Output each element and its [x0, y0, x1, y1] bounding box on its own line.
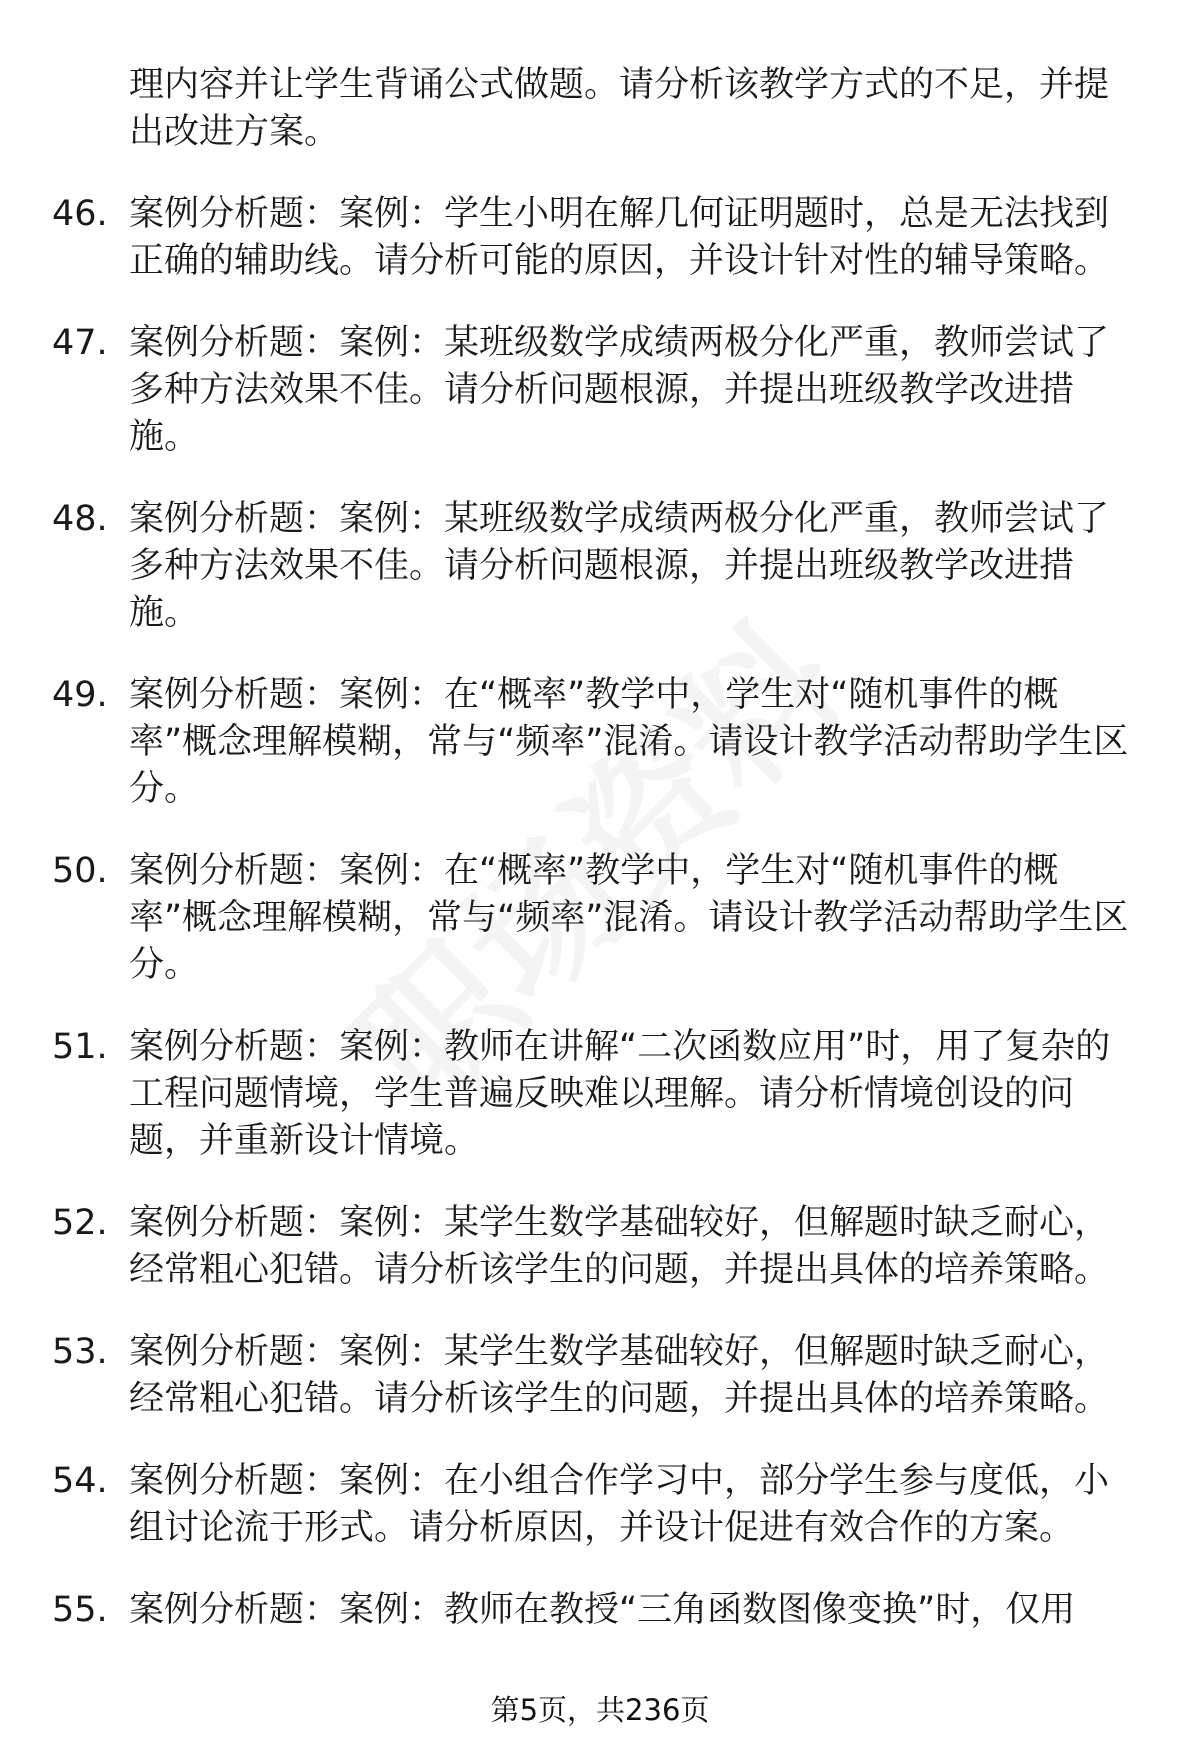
question-text: 案例分析题：案例：在“概率”教学中，学生对“随机事件的概率”概念理解模糊，常与“频率”混淆。请设计教学活动帮助学生区分。: [129, 851, 1129, 985]
question-number: 53.: [52, 1332, 108, 1372]
question-number: 54.: [52, 1461, 108, 1501]
list-item: [52, 672, 1152, 813]
question-number: 55.: [52, 1590, 108, 1630]
question-number: 50.: [52, 851, 108, 891]
list-item: [52, 1458, 1152, 1552]
question-text: 案例分析题：案例：学生小明在解几何证明题时，总是无法找到正确的辅助线。请分析可能的原因，并设计针对性的辅导策略。: [129, 194, 1110, 281]
question-list: [52, 62, 1152, 1634]
question-text: 案例分析题：案例：教师在讲解“二次函数应用”时，用了复杂的工程问题情境，学生普遍反映难以理解。请分析情境创设的问题，并重新设计情境。: [129, 1027, 1111, 1161]
question-text: 案例分析题：案例：教师在教授“三角函数图像变换”时，仅用: [129, 1590, 1076, 1630]
question-text: 案例分析题：案例：在小组合作学习中，部分学生参与度低，小组讨论流于形式。请分析原因，并设计促进有效合作的方案。: [129, 1461, 1110, 1548]
question-text: 案例分析题：案例：某班级数学成绩两极分化严重，教师尝试了多种方法效果不佳。请分析问题根源，并提出班级教学改进措施。: [129, 499, 1110, 633]
list-item: [52, 1587, 1152, 1634]
question-number: 46.: [52, 194, 108, 234]
list-item: [52, 848, 1152, 989]
list-item: [52, 191, 1152, 285]
question-number: 51.: [52, 1027, 108, 1067]
question-number: 48.: [52, 499, 108, 539]
list-item: [52, 1024, 1152, 1165]
question-number: 52.: [52, 1203, 108, 1243]
list-item: [52, 1200, 1152, 1294]
list-item: [52, 320, 1152, 461]
question-text: 案例分析题：案例：某学生数学基础较好，但解题时缺乏耐心，经常粗心犯错。请分析该学生的问题，并提出具体的培养策略。: [129, 1203, 1110, 1290]
question-number: 47.: [52, 323, 108, 363]
list-item: [52, 1329, 1152, 1423]
question-text: 案例分析题：案例：在“概率”教学中，学生对“随机事件的概率”概念理解模糊，常与“频率”混淆。请设计教学活动帮助学生区分。: [129, 675, 1129, 809]
question-text: 案例分析题：案例：某班级数学成绩两极分化严重，教师尝试了多种方法效果不佳。请分析问题根源，并提出班级教学改进措施。: [129, 323, 1110, 457]
page-footer: 第5页，共236页: [490, 1693, 710, 1727]
previous-question-continuation: 理内容并让学生背诵公式做题。请分析该教学方式的不足，并提出改进方案。: [129, 65, 1110, 152]
list-item: [52, 496, 1152, 637]
question-text: 案例分析题：案例：某学生数学基础较好，但解题时缺乏耐心，经常粗心犯错。请分析该学生的问题，并提出具体的培养策略。: [129, 1332, 1110, 1419]
question-number: 49.: [52, 675, 108, 715]
